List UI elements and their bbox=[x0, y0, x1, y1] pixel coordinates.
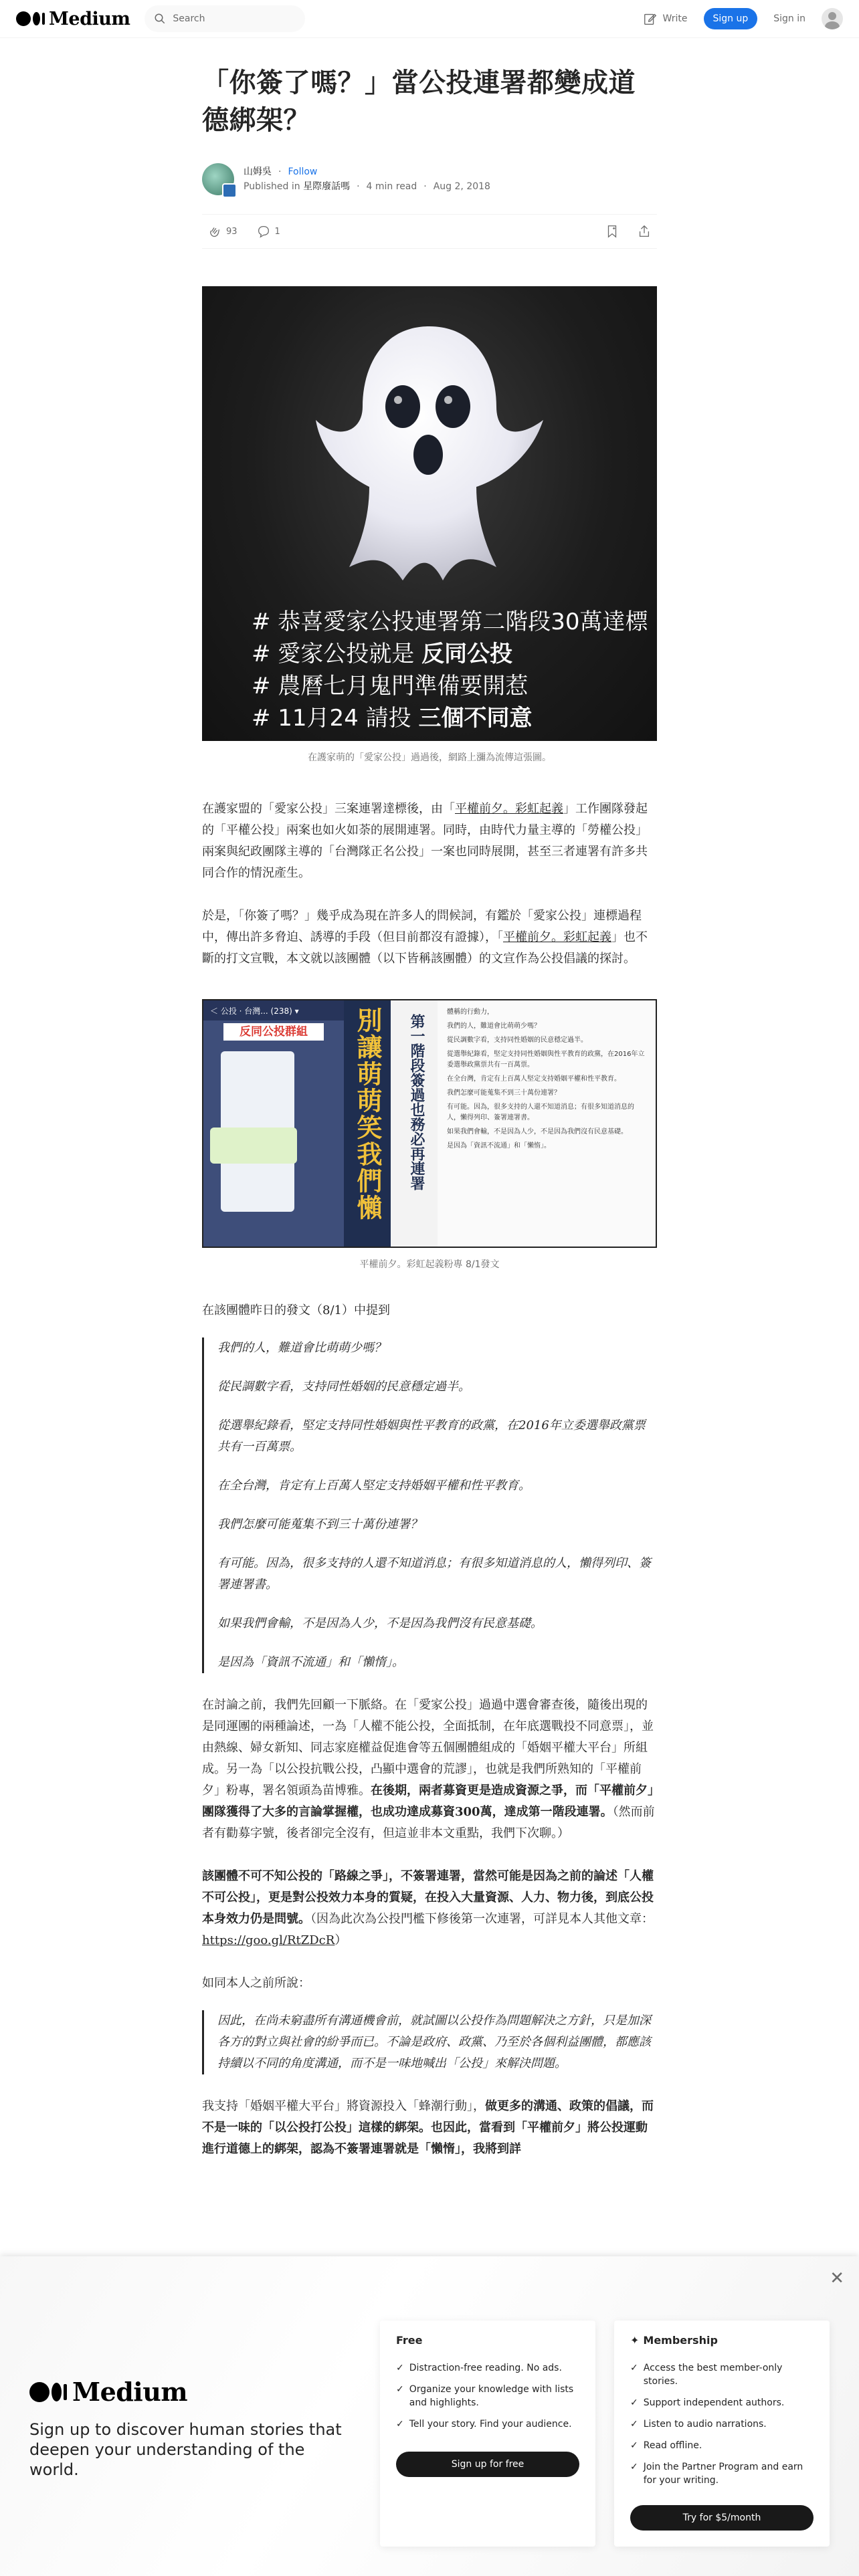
free-plan-feature: ✓ Organize your knowledge with lists and highlights. bbox=[396, 2384, 574, 2408]
post-line: 如果我們會輸，不是因為人少，不是因為我們沒有民意基礎。 bbox=[447, 1128, 628, 1136]
responses-button[interactable] bbox=[256, 224, 280, 239]
hero-caption: 在護家萌的「愛家公投」過過後，網路上瀰為流傳這張圖。 bbox=[308, 752, 551, 763]
free-plan-feature: ✓ Distraction-free reading. No ads. bbox=[396, 2363, 562, 2373]
share-icon[interactable] bbox=[637, 224, 652, 239]
post-line: 體稱的行動力， bbox=[447, 1008, 494, 1016]
hero-line-3: # 農曆七月鬼門準備要開惹 bbox=[252, 673, 529, 700]
post-line: 從選舉紀錄看，堅定支持同性婚姻與性平教育的政黨，在2016年立委選舉政黨票共有一百萬票。 bbox=[447, 1051, 645, 1069]
article-title: 「你簽了嗎？」當公投連署都變成道德綁架？ bbox=[202, 68, 636, 136]
check-icon: ✓ bbox=[630, 2419, 638, 2430]
close-icon[interactable]: ✕ bbox=[830, 2268, 844, 2288]
medium-logo-mark-icon bbox=[29, 2382, 67, 2402]
search-icon bbox=[154, 13, 166, 25]
clap-icon bbox=[207, 224, 222, 239]
hero-bold-3: 三個不同意 bbox=[418, 705, 533, 732]
star-icon: ✦ bbox=[630, 2334, 640, 2347]
paragraph-2: 於是，「你簽了嗎？」幾乎成為現在許多人的問候詞，有鑑於「愛家公投」連標過程中，傳出許多脅迫、誘導的手段（但目前都沒有證據），「平權前夕。彩虹起義」也不斷的打文宣戰，本文就以該團體（以下皆稱該團體）的文宣作為公投倡議的探討。 bbox=[202, 909, 648, 966]
write-button[interactable] bbox=[643, 11, 688, 26]
post-text-screenshot bbox=[438, 1000, 656, 1247]
membership-feature: ✓ Access the best member-only stories. bbox=[630, 2363, 783, 2387]
check-icon: ✓ bbox=[630, 2363, 638, 2373]
quote-line: 如果我們會輸，不是因為人少，不是因為我們沒有民意基礎。 bbox=[217, 1616, 543, 1630]
bookmark-icon[interactable] bbox=[605, 224, 619, 239]
blockquote-1 bbox=[202, 1337, 657, 1673]
post-line: 在全台灣，肯定有上百萬人堅定支持婚姻平權和性平教育。 bbox=[447, 1075, 621, 1083]
separator-dot: · bbox=[278, 167, 282, 177]
hero-line-1: # 恭喜愛家公投連署第二階段30萬達標 bbox=[252, 609, 648, 635]
paragraph-1-link[interactable]: 平權前夕。彩虹起義 bbox=[455, 802, 563, 816]
article-action-bar bbox=[202, 214, 657, 249]
paragraph-6-bold: 做更多的溝通、政策的倡議，而不是一味的「以公投打公投」這樣的綁架。也因此，當看到「平權前夕」將公投運動進行道德上的綁架，認為不簽署連署就是「懶惰」，我將到詳 bbox=[202, 2099, 654, 2156]
lead-line: 在該團體昨日的發文（8/1）中提到 bbox=[202, 1303, 390, 1317]
try-membership-button[interactable]: Try for $5/month bbox=[630, 2505, 814, 2531]
phone-group-name: 反同公投群組 bbox=[223, 1023, 324, 1041]
hero-image bbox=[202, 286, 657, 741]
blockquote-2 bbox=[202, 2010, 657, 2074]
top-navigation-bar bbox=[0, 0, 859, 38]
screens-caption: 平權前夕。彩虹起義粉專 8/1發文 bbox=[359, 1259, 500, 1270]
free-plan-card bbox=[380, 2321, 595, 2547]
signup-overlay bbox=[0, 2256, 859, 2576]
free-plan-title: Free bbox=[396, 2334, 423, 2347]
check-icon: ✓ bbox=[630, 2462, 638, 2472]
medium-wordmark: Medium bbox=[49, 8, 130, 29]
publication-badge-icon[interactable] bbox=[222, 183, 237, 198]
read-time: 4 min read bbox=[366, 181, 417, 192]
paragraph-5: 如同本人之前所說： bbox=[202, 1976, 310, 1990]
article bbox=[202, 64, 657, 2160]
check-icon: ✓ bbox=[396, 2419, 404, 2430]
write-label: Write bbox=[662, 13, 688, 24]
paragraph-3-bold: 在後期，兩者募資更是造成資源之爭，而「平權前夕」團隊獲得了大多的言論掌握權，也成功達成募資300萬，達成第一階段連署。 bbox=[202, 1784, 654, 1819]
separator-dot: · bbox=[357, 181, 360, 192]
banner-subslogan: 第一階段簽過也務必再連署 bbox=[391, 1000, 438, 1247]
sign-up-free-button[interactable]: Sign up for free bbox=[396, 2452, 579, 2477]
ghost-illustration bbox=[202, 286, 657, 594]
separator-dot: · bbox=[423, 181, 427, 192]
paragraph-4-link[interactable]: https://goo.gl/RtZDcR bbox=[202, 1933, 335, 1947]
quote-line: 從選舉紀錄看，堅定支持同性婚姻與性平教育的政黨，在2016年立委選舉政黨票共有一百萬票。 bbox=[217, 1418, 646, 1454]
publication-name[interactable]: 星際廢話嗎 bbox=[303, 181, 351, 192]
campaign-banner bbox=[344, 1000, 438, 1247]
overlay-medium-logo bbox=[29, 2377, 187, 2407]
medium-logo[interactable] bbox=[16, 9, 130, 29]
quote-line: 是因為「資訊不流通」和「懶惰」。 bbox=[217, 1655, 404, 1669]
paragraph-1: 在護家盟的「愛家公投」三案連署達標後，由「平權前夕。彩虹起義」工作團隊發起的「平權公投」兩案也如火如荼的展開連署。同時，由時代力量主導的「勞權公投」兩案與紀政團隊主導的「台灣隊正名公投」一案也同時展開，甚至三者連署有許多共同合作的情況產生。 bbox=[202, 802, 648, 880]
quote-line: 我們怎麼可能蒐集不到三十萬份連署？ bbox=[217, 1517, 422, 1531]
phone-message-bubble bbox=[210, 1128, 297, 1164]
comment-icon bbox=[256, 224, 271, 239]
post-line: 我們的人，難道會比萌萌少嗎？ bbox=[447, 1023, 541, 1030]
quote-line: 有可能。因為，很多支持的人還不知道消息；有很多知道消息的人，懶得列印、簽署連署書。 bbox=[217, 1556, 651, 1592]
publish-date: Aug 2, 2018 bbox=[433, 181, 490, 192]
author-name[interactable]: 山姆吳 bbox=[244, 167, 272, 177]
facebook-post-screenshots bbox=[202, 999, 657, 1248]
medium-logo-mark-icon bbox=[16, 11, 45, 26]
check-icon: ✓ bbox=[396, 2363, 404, 2373]
paragraph-2-link[interactable]: 平權前夕。彩虹起義 bbox=[503, 930, 611, 944]
follow-button[interactable]: Follow bbox=[288, 167, 318, 177]
author-avatar[interactable] bbox=[202, 163, 234, 195]
free-plan-feature: ✓ Tell your story. Find your audience. bbox=[396, 2419, 572, 2430]
banner-slogan: 別讓萌萌笑我們懶 bbox=[353, 1007, 382, 1221]
membership-feature: ✓ Support independent authors. bbox=[630, 2397, 785, 2408]
post-line: 有可能。因為，很多支持的人還不知道消息；有很多知道消息的人，懶得列印、簽署連署書。 bbox=[447, 1103, 634, 1121]
paragraph-3: 在討論之前，我們先回顧一下脈絡。在「愛家公投」過過中選會審查後，隨後出現的是同運團的兩種論述，一為「人權不能公投，全面抵制，在年底選戰投不同意票」，並由熱線、婦女新知、同志家庭權益促進會等五個團體組成的「婚姻平權大平台」所組成。另一為「以公投抗戰公投，凸顯中選會的荒謬」，也就是我們所熟知的「平權前夕」粉專，署名領頭為苗博雅。在後期，兩者募資更是造成資源之爭，而「平權前夕」團隊獲得了大多的言論掌握權，也成功達成募資300萬，達成第一階段連署。（然而前者有勸募字號，後者卻完全沒有，但這並非本文重點，我們下次聊。） bbox=[202, 1698, 655, 1840]
response-count: 1 bbox=[274, 226, 280, 237]
membership-feature: ✓ Join the Partner Program and earn for your writing. bbox=[630, 2462, 803, 2486]
hero-line-4: # 11月24 請投 三個不同意 bbox=[252, 705, 533, 732]
sign-up-button[interactable]: Sign up bbox=[704, 8, 758, 29]
quote-line: 因此，在尚未窮盡所有溝通機會前，就試圖以公投作為問題解決之方針，只是加深各方的對立與社會的紛爭而已。不論是政府、政黨、乃至於各個利益團體，都應該持續以不同的角度溝通，而不是一味地喊出「公投」來解決問題。 bbox=[217, 2014, 651, 2070]
write-icon bbox=[643, 11, 658, 26]
clap-button[interactable] bbox=[207, 224, 237, 239]
paragraph-4-bold: 該團體不可不知公投的「路線之爭」，不簽署連署，當然可能是因為之前的論述「人權不可公投」，更是對公投效力本身的質疑，在投入大量資源、人力、物力後，到底公投本身效力仍是問號。 bbox=[202, 1869, 654, 1926]
search-input[interactable] bbox=[145, 5, 305, 32]
sign-in-link[interactable]: Sign in bbox=[773, 13, 805, 24]
check-icon: ✓ bbox=[396, 2384, 404, 2395]
paragraph-6: 我支持「婚姻平權大平台」將資源投入「蜂潮行動」，做更多的溝通、政策的倡議，而不是一味的「以公投打公投」這樣的綁架。也因此，當看到「平權前夕」將公投運動進行道德上的綁架，認為不簽署連署就是「懶惰」，我將到詳 bbox=[202, 2099, 654, 2156]
phone-header: ＜ 公投 · 台灣... (238) ▾ bbox=[203, 1000, 344, 1021]
paragraph-4: 該團體不可不知公投的「路線之爭」，不簽署連署，當然可能是因為之前的論述「人權不可公投」，更是對公投效力本身的質疑，在投入大量資源、人力、物力後，到底公投本身效力仍是問號。（因為此次為公投門檻下修後第一次連署，可詳見本人其他文章：https://goo.gl/RtZDcR） bbox=[202, 1869, 654, 1947]
search-placeholder: Search bbox=[173, 13, 205, 24]
hero-bold-1: 反同公投 bbox=[421, 641, 513, 667]
clap-count: 93 bbox=[226, 226, 237, 237]
membership-feature: ✓ Read offline. bbox=[630, 2440, 702, 2451]
published-in-label: Published in bbox=[244, 181, 300, 192]
quote-line: 在全台灣，肯定有上百萬人堅定支持婚姻平權和性平教育。 bbox=[217, 1479, 531, 1493]
overlay-tagline: Sign up to discover human stories that deepen your understanding of the world. bbox=[29, 2420, 342, 2479]
post-line: 是因為「資訊不流通」和「懶惰」。 bbox=[447, 1142, 551, 1150]
check-icon: ✓ bbox=[630, 2397, 638, 2408]
overlay-wordmark: Medium bbox=[72, 2377, 188, 2407]
check-icon: ✓ bbox=[630, 2440, 638, 2451]
membership-plan-card bbox=[614, 2321, 830, 2547]
hero-line-2: # 愛家公投就是 反同公投 bbox=[252, 641, 513, 667]
membership-plan-title: ✦ Membership bbox=[630, 2334, 718, 2347]
membership-feature: ✓ Listen to audio narrations. bbox=[630, 2419, 767, 2430]
quote-line: 我們的人，難道會比萌萌少嗎？ bbox=[217, 1341, 386, 1355]
post-line: 我們怎麼可能蒐集不到三十萬份連署？ bbox=[447, 1089, 561, 1097]
phone-chat-screenshot bbox=[203, 1000, 344, 1247]
user-avatar-icon[interactable] bbox=[822, 8, 843, 29]
post-line: 從民調數字看，支持同性婚姻的民意穩定過半。 bbox=[447, 1037, 587, 1044]
quote-line: 從民調數字看，支持同性婚姻的民意穩定過半。 bbox=[217, 1380, 470, 1394]
byline bbox=[202, 163, 657, 195]
